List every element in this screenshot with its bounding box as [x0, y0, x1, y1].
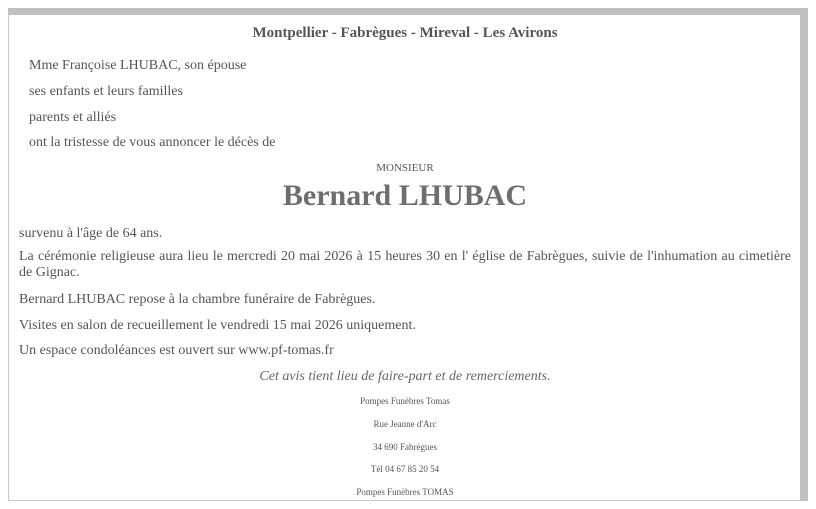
funeral-home-name: Pompes Funèbres Tomas	[360, 396, 450, 406]
notice-text: Cet avis tient lieu de faire-part et de remerciements.	[259, 369, 551, 384]
family-line-relatives: parents et alliés	[29, 110, 117, 125]
condolences-text: Un espace condoléances est ouvert sur www.pf-tomas.fr	[19, 343, 334, 358]
funeral-home-street: Rue Jeanne d'Arc	[373, 419, 437, 429]
ceremony-text: La cérémonie religieuse aura lieu le mercredi 20 mai 2026 à 15 heures 30 en l' église de Fabrègues, suivie de l'inhumation au cimetière de Gignac.	[19, 249, 791, 280]
rest-text: Bernard LHUBAC repose à la chambre funéraire de Fabrègues.	[19, 292, 376, 307]
family-line-spouse: Mme Françoise LHUBAC, son épouse	[29, 58, 247, 73]
visits-text: Visites en salon de recueillement le vendredi 15 mai 2026 uniquement.	[19, 318, 416, 333]
places-heading: Montpellier - Fabrègues - Mireval - Les Avirons	[252, 25, 558, 41]
obituary-notice	[8, 15, 800, 501]
notice-frame	[8, 8, 808, 501]
deceased-name: Bernard LHUBAC	[282, 179, 528, 212]
age-text: survenu à l'âge de 64 ans.	[19, 226, 163, 241]
family-line-children: ses enfants et leurs familles	[29, 84, 183, 99]
family-line-announcement: ont la tristesse de vous annoncer le décès de	[29, 135, 276, 150]
funeral-home-signature: Pompes Funèbres TOMAS	[356, 487, 454, 497]
funeral-home-phone: Tél 04 67 85 20 54	[370, 464, 440, 474]
deceased-title: MONSIEUR	[376, 162, 434, 174]
funeral-home-city: 34 690 Fabrègues	[373, 442, 437, 452]
